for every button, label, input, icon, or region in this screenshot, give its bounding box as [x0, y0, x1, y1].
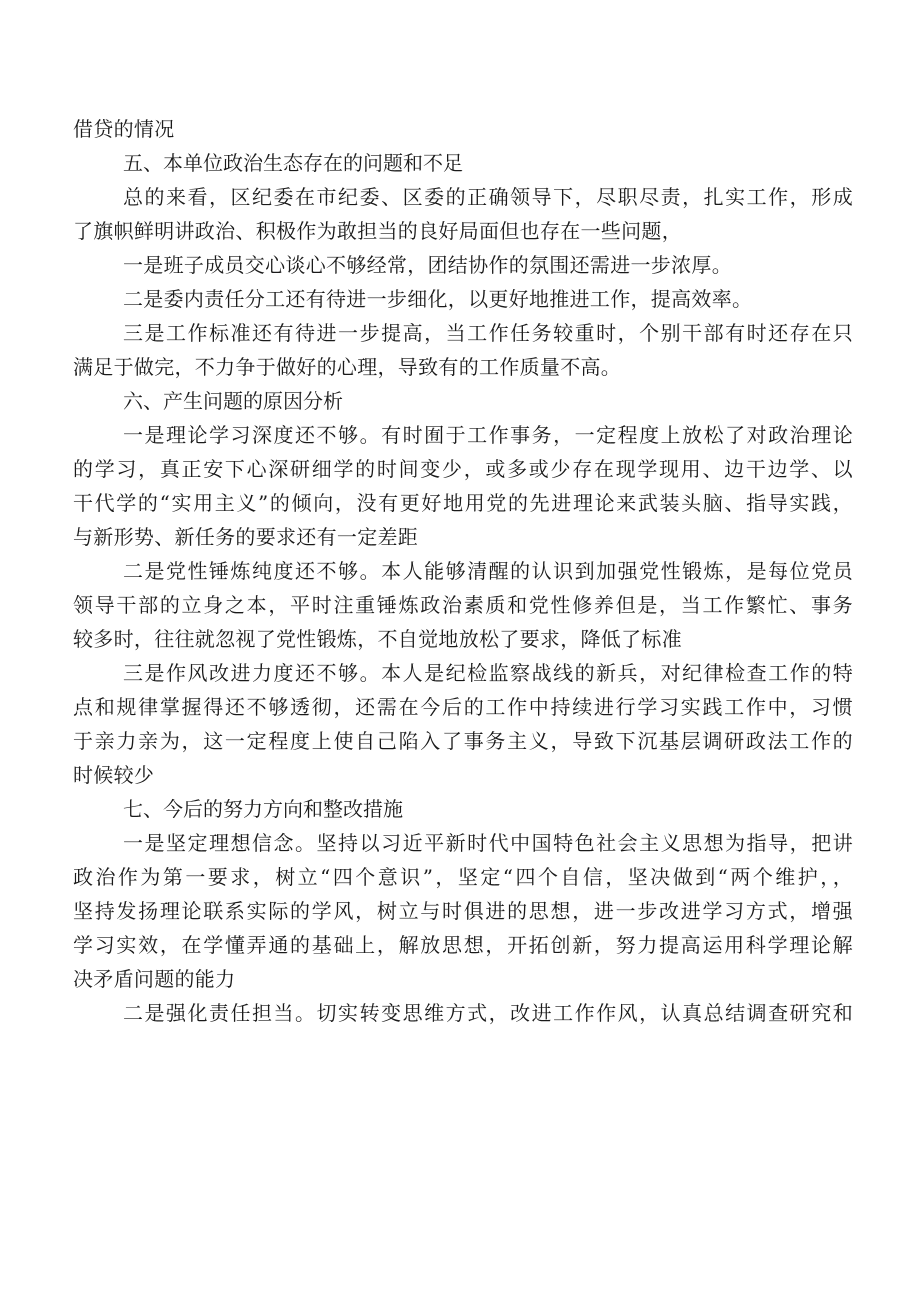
paragraph-line: 较多时，往往就忽视了党性锻炼，不自觉地放松了要求，降低了标准	[73, 627, 682, 651]
paragraph-line: 一是班子成员交心谈心不够经常，团结协作的氛围还需进一步浓厚。	[123, 253, 732, 277]
paragraph-line: 三是作风改进力度还不够。本人是纪检监察战线的新兵，对纪律检查工作的特	[123, 661, 853, 685]
paragraph-line: 一是坚定理想信念。坚持以习近平新时代中国特色社会主义思想为指导，把讲	[123, 831, 853, 855]
paragraph-line: 于亲力亲为，这一定程度上使自己陷入了事务主义，导致下沉基层调研政法工作的	[73, 729, 853, 753]
paragraph-line: 二是强化责任担当。切实转变思维方式，改进工作作风，认真总结调查研究和	[123, 1001, 853, 1025]
paragraph-line: 总的来看，区纪委在市纪委、区委的正确领导下，尽职尽责，扎实工作，形成	[123, 185, 853, 209]
section-heading-5: 五、本单位政治生态存在的问题和不足	[123, 151, 463, 175]
paragraph-line: 领导干部的立身之本，平时注重锤炼政治素质和党性修养但是，当工作繁忙、事务	[73, 593, 853, 617]
paragraph-line: 一是理论学习深度还不够。有时囿于工作事务，一定程度上放松了对政治理论	[123, 423, 853, 447]
paragraph-line: 与新形势、新任务的要求还有一定差距	[73, 525, 419, 549]
paragraph-line: 干代学的“实用主义”的倾向，没有更好地用党的先进理论来武装头脑、指导实践，	[73, 491, 853, 515]
paragraph-line: 二是党性锤炼纯度还不够。本人能够清醒的认识到加强党性锻炼，是每位党员	[123, 559, 853, 583]
paragraph-line: 坚持发扬理论联系实际的学风，树立与时俱进的思想，进一步改进学习方式，增强	[73, 899, 853, 923]
section-heading-6: 六、产生问题的原因分析	[123, 389, 343, 413]
paragraph-line: 借贷的情况	[73, 117, 175, 141]
paragraph-line: 点和规律掌握得还不够透彻，还需在今后的工作中持续进行学习实践工作中，习惯	[73, 695, 853, 719]
paragraph-line: 二是委内责任分工还有待进一步细化，以更好地推进工作，提高效率。	[123, 287, 753, 311]
section-heading-7: 七、今后的努力方向和整改措施	[123, 797, 403, 821]
paragraph-line: 政治作为第一要求，树立“四个意识”，坚定“四个自信，坚决做到“两个维护，，	[73, 865, 853, 889]
document-page	[73, 112, 853, 1030]
paragraph-line: 满足于做完，不力争于做好的心理，导致有的工作质量不高。	[73, 355, 622, 379]
paragraph-line: 决矛盾问题的能力	[73, 967, 236, 991]
paragraph-line: 时候较少	[73, 763, 155, 787]
paragraph-line: 了旗帜鲜明讲政治、积极作为敢担当的良好局面但也存在一些问题，	[73, 219, 682, 243]
paragraph-line: 的学习，真正安下心深研细学的时间变少，或多或少存在现学现用、边干边学、以	[73, 457, 853, 481]
paragraph-line: 学习实效，在学懂弄通的基础上，解放思想，开拓创新，努力提高运用科学理论解	[73, 933, 853, 957]
paragraph-line: 三是工作标准还有待进一步提高，当工作任务较重时，个别干部有时还存在只	[123, 321, 853, 345]
